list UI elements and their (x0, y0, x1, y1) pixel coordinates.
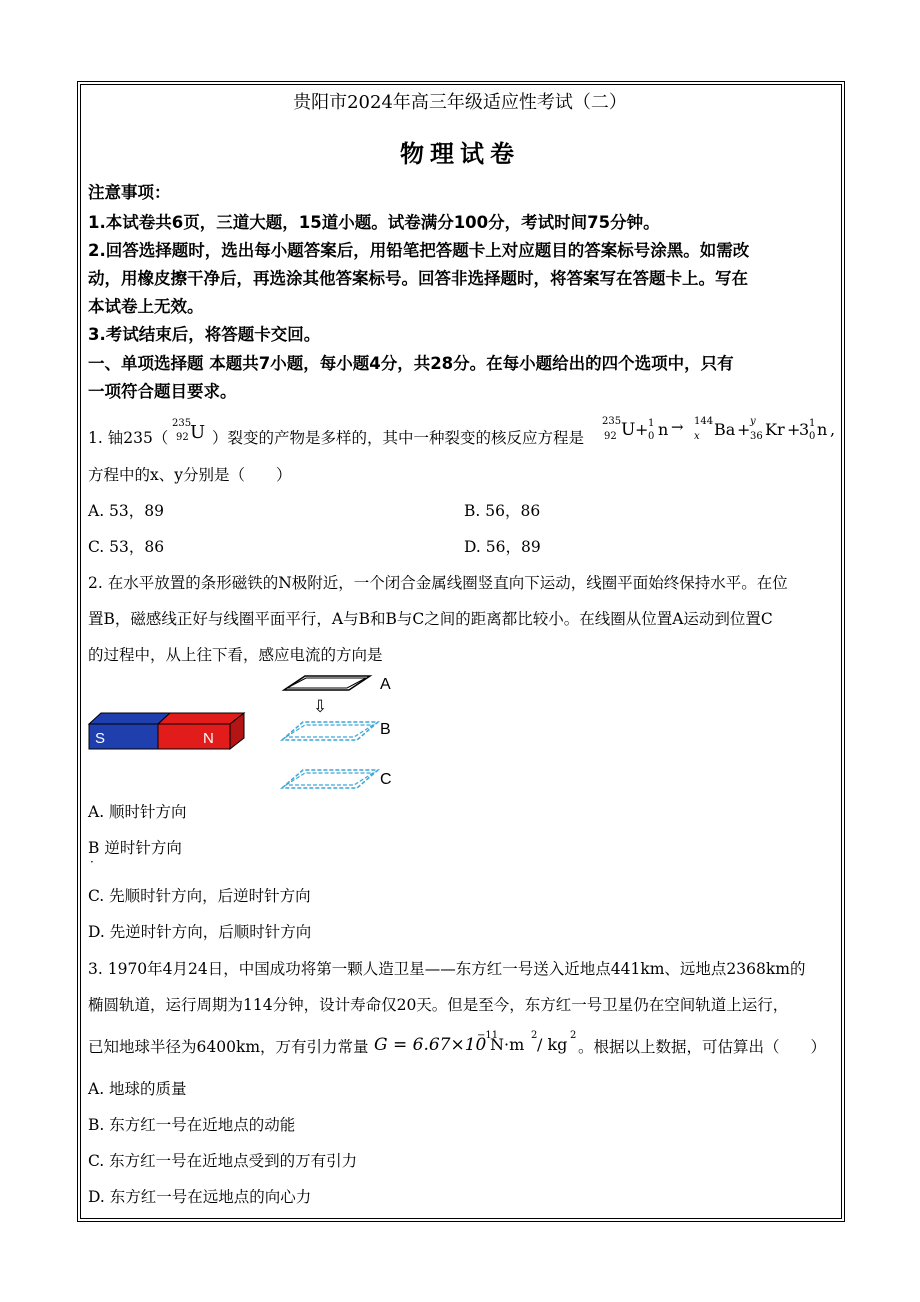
question-3-line-3-suffix: 。根据以上数据，可估算出（ ） (578, 1038, 827, 1056)
notice-item-1: 1.本试卷共6页，三道大题，15道小题。试卷满分100分，考试时间75分钟。 (88, 213, 660, 232)
section-heading-line-2: 一项符合题目要求。 (88, 382, 237, 401)
question-2-line-3: 的过程中，从上往下看，感应电流的方向是 (88, 646, 383, 664)
notice-heading: 注意事项： (88, 183, 171, 202)
q1-option-a[interactable]: A. 53，89 (88, 502, 164, 520)
q1-option-c[interactable]: C. 53，86 (88, 538, 165, 556)
section-heading-line-1: 一、单项选择题 本题共7小题，每小题4分，共28分。在每小题给出的四个选项中，只有 (88, 354, 734, 373)
question-1-line-2: 方程中的x、y分别是（ ） (88, 466, 292, 484)
notice-item-2-line-1: 2.回答选择题时，选出每小题答案后，用铅笔把答题卡上对应题目的答案标号涂黑。如需改 (88, 241, 750, 260)
q2-option-d[interactable]: D. 先逆时针方向，后顺时针方向 (88, 923, 312, 941)
label-position-a: A (380, 676, 391, 693)
notice-item-3: 3.考试结束后，将答题卡交回。 (88, 325, 321, 344)
magnet-s-label: S (95, 730, 106, 747)
q2-option-b-dot: · (90, 855, 94, 869)
question-1-prefix: 1. 铀235（ (88, 429, 169, 447)
coil-position-b (282, 722, 378, 740)
subject-title: 物理试卷 (400, 140, 520, 168)
exam-title: 贵阳市2024年高三年级适应性考试（二） (293, 92, 627, 113)
question-3-line-1: 3. 1970年4月24日，中国成功将第一颗人造卫星——东方红一号送入近地点441km、远地点2368km的 (88, 960, 806, 978)
gravitational-constant-formula: G = 6.67×10 −11 N·m 2 / kg 2 (374, 1030, 577, 1055)
notice-item-2-line-3: 本试卷上无效。 (88, 297, 204, 316)
label-position-c: C (380, 771, 392, 788)
q2-option-a[interactable]: A. 顺时针方向 (88, 803, 187, 821)
q3-option-b[interactable]: B. 东方红一号在近地点的动能 (88, 1116, 296, 1134)
notice-item-2-line-2: 动，用橡皮擦干净后，再选涂其他答案标号。回答非选择题时，将答案写在答题卡上。写在 (88, 269, 748, 288)
coil-position-c (282, 770, 378, 788)
q3-option-d[interactable]: D. 东方红一号在远地点的向心力 (88, 1188, 312, 1206)
magnet-n-label: N (203, 730, 214, 747)
bar-magnet (89, 713, 244, 749)
q2-option-b[interactable]: B 逆时针方向 (88, 839, 182, 857)
q2-option-c[interactable]: C. 先顺时针方向，后逆时针方向 (88, 887, 311, 905)
question-1-mid: ）裂变的产物是多样的，其中一种裂变的核反应方程是 (212, 429, 585, 447)
q3-option-a[interactable]: A. 地球的质量 (88, 1080, 187, 1098)
down-arrow-icon: ⇩ (313, 697, 328, 716)
label-position-b: B (380, 721, 391, 738)
nuclear-equation: 235 92 U + 1 0 n → 144 x Ba + y 36 Kr + 3 1 0 n , (602, 416, 836, 442)
question-3-line-3-prefix: 已知地球半径为6400km，万有引力常量 (88, 1038, 369, 1056)
question-2-line-2: 置B，磁感线正好与线圈平面平行，A与B和B与C之间的距离都比较小。在线圈从位置A运动到位置C (88, 610, 773, 628)
question-2-line-1: 2. 在水平放置的条形磁铁的N极附近，一个闭合金属线圈竖直向下运动，线圈平面始终保持水平。在位 (88, 574, 788, 592)
question-3-line-2: 椭圆轨道，运行周期为114分钟，设计寿命仅20天。但是至今，东方红一号卫星仍在空间轨道上运行， (88, 996, 789, 1014)
q3-option-c[interactable]: C. 东方红一号在近地点受到的万有引力 (88, 1152, 358, 1170)
q1-option-d[interactable]: D. 56，89 (464, 538, 541, 556)
magnet-coil-figure (86, 670, 416, 800)
q1-option-b[interactable]: B. 56，86 (464, 502, 541, 520)
